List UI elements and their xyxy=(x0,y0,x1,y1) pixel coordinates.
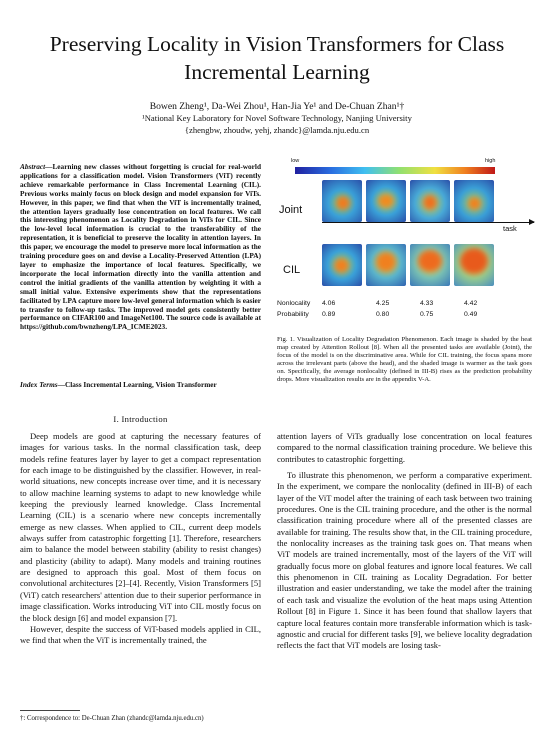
probability-label: Probability xyxy=(277,311,309,318)
nonlocality-label: Nonlocality xyxy=(277,300,311,307)
probability-task3: 0.75 xyxy=(420,311,434,318)
footnote-divider xyxy=(20,710,80,711)
probability-task1: 0.89 xyxy=(322,311,336,318)
index-terms-text: —Class Incremental Learning, Vision Transformer xyxy=(57,380,217,389)
figure-1 xyxy=(277,158,532,330)
index-terms xyxy=(20,381,261,390)
heatmap-joint-task2 xyxy=(366,180,406,222)
figure-caption: Fig. 1. Visualization of Locality Degradation Phenomenon. Each image is shaded by the heat map created by Attention Rollout [8]. When all the presented tasks are available (Joint), the focus of the model is on the discriminative area. While for CIL training, the focus spans more across the irrelevant parts (above the head), and the shaded image is warmer as the task goes on. Specifically, the average nonlocality (defined in III-B) rises as the prediction probability drops. More visualization results are in the appendix V-A. xyxy=(277,336,532,384)
row-label-cil: CIL xyxy=(283,264,301,276)
row-label-joint: Joint xyxy=(279,204,303,216)
nonlocality-task1: 4.06 xyxy=(322,300,336,307)
abstract-text: —Learning new classes without forgetting is crucial for real-world applications for a classification model. Vision Transformers (ViT) recently achieve remarkable performance in Class Incremental Learning (CIL). Previous works mainly focus on block design and model expansion for ViTs. However, in this paper, we find that when the ViT is incrementally trained, the attention layers gradually lose concentration on local features. We call this interesting phenomenon as Locality Degradation in ViTs for CIL. Since the low-level local information is crucial to the transferability of the representation, it is beneficial to preserve the locality in attention layers. In this paper, we encourage the model to preserve more local information as the training procedure goes on and devise a Locality-Preserved Attention (LPA) layer to emphasize the importance of local features. Specifically, we incorporate the local information directly into the vanilla attention and control the initial gradients of the vanilla attention by weighting it with a small initial value. Extensive experiments show that the representations facilitated by LPA capture more low-level general information which is easier to transfer to follow-up tasks. The improved model gets consistently better performance on CIFAR100 and ImageNet100. The source code is available at https://github.com/bwnzheng/LPA_ICME2023. xyxy=(20,162,261,332)
index-terms-label: Index Terms xyxy=(20,380,58,389)
heatmap-cil-task1 xyxy=(322,244,362,286)
paper-title: Preserving Locality in Vision Transformers for Class Incremental Learning xyxy=(49,32,505,84)
colorbar-low-label: low xyxy=(291,158,300,164)
paragraph: However, despite the success of ViT-based models applied in CIL, we find that when the ViT is incrementally trained, the xyxy=(20,623,261,646)
heatmap-cil-task2 xyxy=(366,244,406,286)
nonlocality-task3: 4.33 xyxy=(420,300,434,307)
paragraph: attention layers of ViTs gradually lose concentration on local features compared to the normal classification training procedure. We believe this contributes to catastrophic forgetting. xyxy=(277,431,532,464)
right-column-body xyxy=(277,431,532,652)
paragraph: Deep models are good at capturing the necessary features of images for various tasks. In the normal classification task, deep models refine features layer by layer to get a compact representation for each image to be distinguished by the classifier. However, in real-world situations, new concepts increase over time, and it is necessary to allow machine learning systems to adapt to new knowledge while keeping the previously learned knowledge. Class Incremental Learning (CIL) is a scenario where new concepts incrementally emerge as new classes. When applied to CIL, current deep models always suffer from catastrophic forgetting [1]. Therefore, researchers aim to balance the model between stability (ability to resist changes) and plasticity (ability to adapt). Many models and training routines are designed to approach this goal. Most of them focus on convolutional architectures [2]–[4]. Recently, Vision Transformers [5] (ViT) catch researchers' attention due to their superior performance in image classification. Works introducing ViT into CIL mostly focus on the block design [6] and model expansion [7]. xyxy=(20,431,261,623)
footnote: †: Correspondence to: De-Chuan Zhan (zhandc@lamda.nju.edu.cn) xyxy=(20,715,204,722)
left-column-body xyxy=(20,431,261,647)
author-emails: {zhengbw, zhoudw, yehj, zhandc}@lamda.nju.edu.cn xyxy=(184,125,370,135)
probability-task2: 0.80 xyxy=(376,311,390,318)
heatmap-joint-task4 xyxy=(454,180,494,222)
heatmap-joint-task1 xyxy=(322,180,362,222)
nonlocality-task2: 4.25 xyxy=(376,300,390,307)
heatmap-cil-task4 xyxy=(454,244,494,286)
author-list: Bowen Zheng¹, Da-Wei Zhou¹, Han-Jia Ye¹ and De-Chuan Zhan¹† xyxy=(149,101,405,112)
colorbar-high-label: high xyxy=(485,158,496,164)
task-axis-label: task xyxy=(503,224,517,233)
paragraph: To illustrate this phenomenon, we perform a comparative experiment. In the experiment, we compare the nonlocality (defined in III-B) of each layer of the ViT model after the training of each task between two training procedures. One is the CIL training procedure, and the other is the normal classification training procedure where all of the presented classes are available for training. The results show that, in the CIL training procedure, the nonlocality increases as the training task goes on. That means when ViT models are trained incrementally, most of the layers of the ViT will gradually focus more on global features and ignore local features. We call this phenomenon in CIL training as Locality Degradation. For better illustration and easier understanding, we take the model after the training of each task and visualize the evolution of the heat maps using Attention Rollout [8] in Figure 1. Since it has been found that shallow layers that capture local features contain more transferable information which is task-agnostic and crucial for different tasks [9], we believe locality degradation reflects the fact that ViT models are losing task- xyxy=(277,470,532,651)
heatmap-joint-task3 xyxy=(410,180,450,222)
colorbar xyxy=(295,167,495,174)
nonlocality-task4: 4.42 xyxy=(464,300,478,307)
heatmap-cil-task3 xyxy=(410,244,450,286)
task-arrow xyxy=(322,222,534,223)
abstract xyxy=(20,163,261,332)
probability-task4: 0.49 xyxy=(464,311,478,318)
affiliation: ¹National Key Laboratory for Novel Software Technology, Nanjing University xyxy=(142,113,412,123)
section-heading: I. Introduction xyxy=(113,414,168,424)
abstract-label: Abstract xyxy=(20,162,46,171)
